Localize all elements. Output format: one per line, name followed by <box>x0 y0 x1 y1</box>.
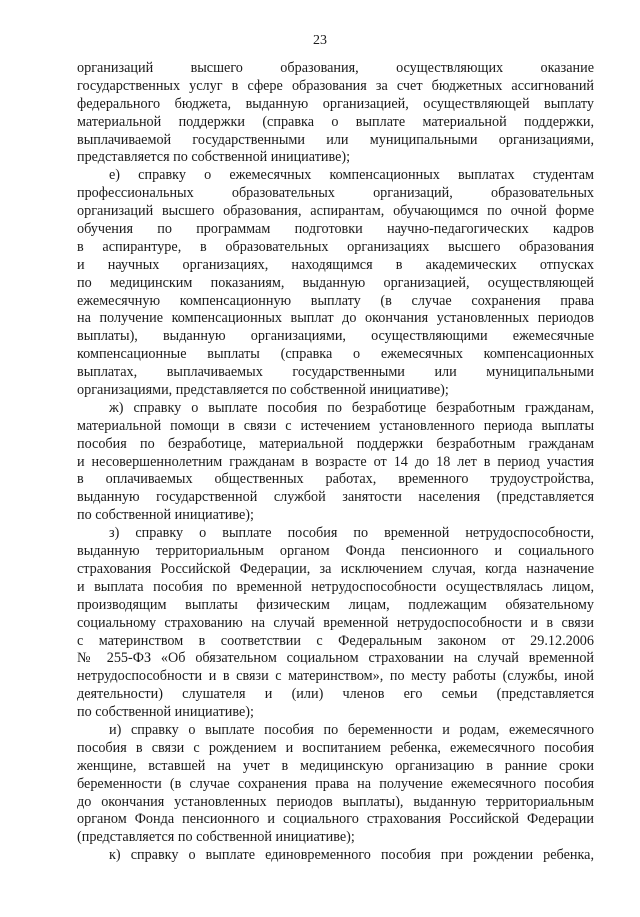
text-line: выданную территориальным органом Фонда пенсионного и социального <box>77 543 594 560</box>
text-line: профессиональных образовательных организаций, образовательных <box>77 185 594 202</box>
text-line: по собственной инициативе); <box>77 507 254 524</box>
text-line: и выплата пособия по временной нетрудоспособности осуществлялась лицом, <box>77 578 594 595</box>
text-line: представляется по собственной инициативе); <box>77 149 351 166</box>
text-line: выплачиваемой государственными или муниципальными организациями, <box>77 131 594 148</box>
text-line: е) справку о ежемесячных компенсационных выплатах студентам <box>109 167 594 184</box>
text-line: выплатах, выплачиваемых государственными или муниципальными <box>77 364 594 381</box>
text-line: организаций высшего образования, осуществляющих оказание <box>77 60 594 76</box>
text-line: ж) справку о выплате пособия по безработице безработным гражданам, <box>109 399 594 416</box>
text-line: и) справку о выплате пособия по беременности и родам, ежемесячного <box>109 721 594 738</box>
text-line: компенсационные выплаты (справка о ежемесячных компенсационных <box>77 346 594 363</box>
document-body <box>77 60 594 865</box>
text-line: к) справку о выплате единовременного пособия при рождении ребенка, <box>109 847 594 864</box>
text-line: до окончания установленных периодов выплаты), выданную территориальным <box>77 793 594 810</box>
text-line: выплаты), выданную организациями, осуществляющими ежемесячные <box>77 328 594 345</box>
text-line: государственных услуг в сфере образования за счет бюджетных ассигнований <box>77 77 594 94</box>
text-line: материальной помощи в связи с истечением установленного периода выплаты <box>77 417 594 434</box>
text-line: по медицинским показаниям, выданную организацией, осуществляющей <box>77 274 594 291</box>
text-line: пособия по безработице, материальной поддержки безработным гражданам <box>77 435 594 452</box>
text-line: организаций высшего образования, аспирантам, обучающимся по очной форме <box>77 203 594 220</box>
text-line: № 255-ФЗ «Об обязательном социальном страховании на случай временной <box>77 650 594 667</box>
page-number: 23 <box>313 33 327 48</box>
text-line: федерального бюджета, выданную организацией, осуществляющей выплату <box>77 95 594 112</box>
text-line: ежемесячную компенсационную выплату (в случае сохранения права <box>77 292 594 309</box>
text-line: беременности (в случае сохранения права на получение ежемесячного пособия <box>77 775 594 792</box>
text-line: по собственной инициативе); <box>77 704 254 721</box>
text-line: социальному страхованию на случай временной нетрудоспособности и в связи <box>77 614 594 631</box>
text-line: з) справку о выплате пособия по временной нетрудоспособности, <box>109 525 594 542</box>
text-line: женщине, вставшей на учет в медицинскую организацию в ранние сроки <box>77 757 594 774</box>
text-line: в аспирантуре, в образовательных организациях высшего образования <box>77 238 594 255</box>
text-line: страхования Российской Федерации, за исключением случая, когда назначение <box>77 560 594 577</box>
text-line: деятельности) слушателя и (или) членов его семьи (представляется <box>77 686 594 703</box>
text-line: и научных организациях, находящимся в академических отпусках <box>77 256 594 273</box>
text-line: с материнством в соответствии с Федеральным законом от 29.12.2006 <box>77 632 594 649</box>
text-line: производящим выплаты физическим лицам, подлежащим обязательному <box>77 596 594 613</box>
text-line: выданную государственной службой занятости населения (представляется <box>77 489 594 506</box>
text-line: (представляется по собственной инициативе); <box>77 829 355 846</box>
text-line: органом Фонда пенсионного и социального страхования Российской Федерации <box>77 811 594 828</box>
text-line: на получение компенсационных выплат до окончания установленных периодов <box>77 310 594 327</box>
text-line: организациями, представляется по собственной инициативе); <box>77 382 449 399</box>
text-line: и несовершеннолетним гражданам в возрасте от 14 до 18 лет в период участия <box>77 453 594 470</box>
text-line: материальной поддержки (справка о выплате материальной поддержки, <box>77 113 594 130</box>
text-line: нетрудоспособности и в связи с материнством», по месту работы (службы, иной <box>77 668 594 685</box>
text-line: обучения по программам подготовки научно-педагогических кадров <box>77 221 594 238</box>
text-line: пособия в связи с рождением и воспитанием ребенка, ежемесячного пособия <box>77 739 594 756</box>
text-line: в оплачиваемых общественных работах, временного трудоустройства, <box>77 471 594 488</box>
